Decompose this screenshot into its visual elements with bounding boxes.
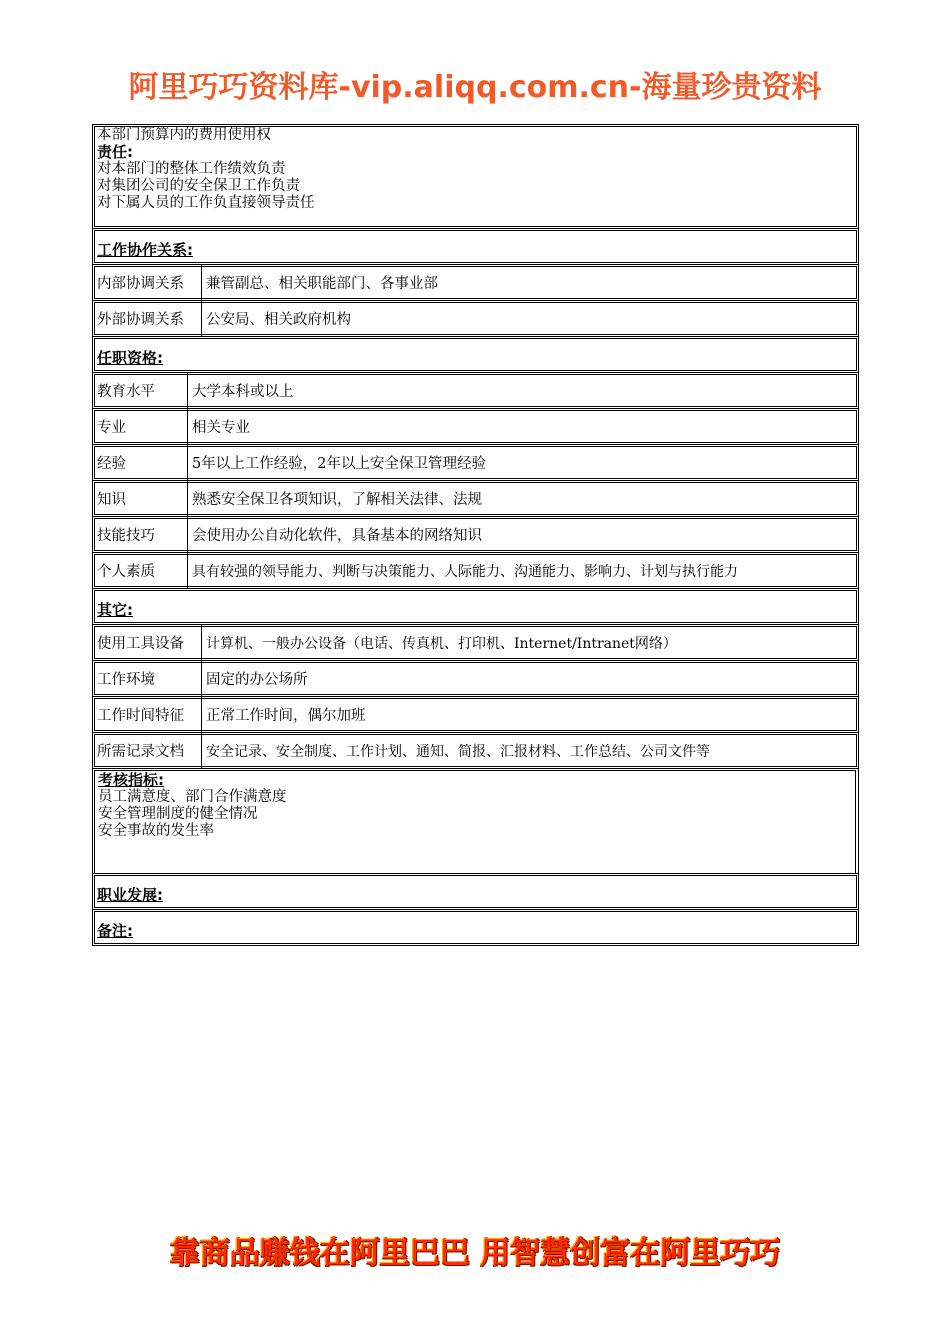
authority-line: 本部门预算内的费用使用权 [97,127,271,143]
qualification-section-header [92,336,859,373]
cooperation-section-header [92,228,859,265]
kpi-section [92,768,859,874]
qualification-row [92,372,859,409]
kpi-box [94,770,856,874]
row-value: 熟悉安全保卫各项知识，了解相关法律、法规 [192,492,482,508]
qualification-title: 任职资格: [97,349,163,367]
row-key: 工作时间特征 [93,697,202,732]
row-value: 兼管副总、相关职能部门、各事业部 [206,276,438,292]
row-value: 具有较强的领导能力、判断与决策能力、人际能力、沟通能力、影响力、计划与执行能力 [192,563,738,580]
job-description-table [92,124,859,946]
header-banner: 阿里巧巧资料库-vip.aliqq.com.cn-海量珍贵资料 [128,70,822,105]
row-key: 个人素质 [93,553,188,588]
row-value: 安全记录、安全制度、工作计划、通知、简报、汇报材料、工作总结、公司文件等 [206,743,710,760]
row-value: 正常工作时间，偶尔加班 [206,708,366,724]
row-key: 知识 [93,481,188,516]
other-row [92,624,859,661]
row-key: 专业 [93,409,188,444]
other-section-header [92,588,859,625]
responsibility-item: 对下属人员的工作负直接领导责任 [97,195,315,211]
row-value: 公安局、相关政府机构 [206,312,351,328]
career-section-header [92,873,859,910]
row-value: 5年以上工作经验，2年以上安全保卫管理经验 [192,456,486,472]
row-value: 会使用办公自动化软件，具备基本的网络知识 [192,528,482,544]
row-value: 大学本科或以上 [192,384,294,400]
kpi-item: 安全事故的发生率 [98,823,214,839]
other-title: 其它: [97,601,133,619]
remarks-section-header [92,909,859,946]
row-key: 所需记录文档 [93,733,202,768]
other-row [92,732,859,769]
row-value: 固定的办公场所 [206,672,308,688]
row-key: 外部协调关系 [93,301,202,336]
other-row [92,660,859,697]
row-key: 工作环境 [93,661,202,696]
cooperation-row [92,264,859,301]
row-key: 经验 [93,445,188,480]
row-key: 内部协调关系 [93,265,202,300]
other-row [92,696,859,733]
qualification-row [92,480,859,517]
row-value: 计算机、一般办公设备（电话、传真机、打印机、Internet/Intranet网络） [206,635,677,652]
responsibility-title: 责任: [97,143,133,161]
row-key: 使用工具设备 [93,625,202,660]
kpi-item: 员工满意度、部门合作满意度 [98,789,287,805]
remarks-title: 备注: [97,922,133,940]
row-key: 教育水平 [93,373,188,408]
responsibility-item: 对集团公司的安全保卫工作负责 [97,178,300,194]
kpi-item: 安全管理制度的健全情况 [98,806,258,822]
qualification-row [92,516,859,553]
row-key: 技能技巧 [93,517,188,552]
qualification-row [92,552,859,589]
kpi-title: 考核指标: [98,771,164,789]
cooperation-row [92,300,859,337]
row-value: 相关专业 [192,420,250,436]
authority-responsibility-block [92,124,859,229]
cooperation-title: 工作协作关系: [97,241,193,259]
responsibility-item: 对本部门的整体工作绩效负责 [97,161,286,177]
qualification-row [92,408,859,445]
footer-banner: 靠商品赚钱在阿里巴巴 用智慧创富在阿里巧巧 [169,1236,781,1271]
career-title: 职业发展: [97,886,163,904]
qualification-row [92,444,859,481]
